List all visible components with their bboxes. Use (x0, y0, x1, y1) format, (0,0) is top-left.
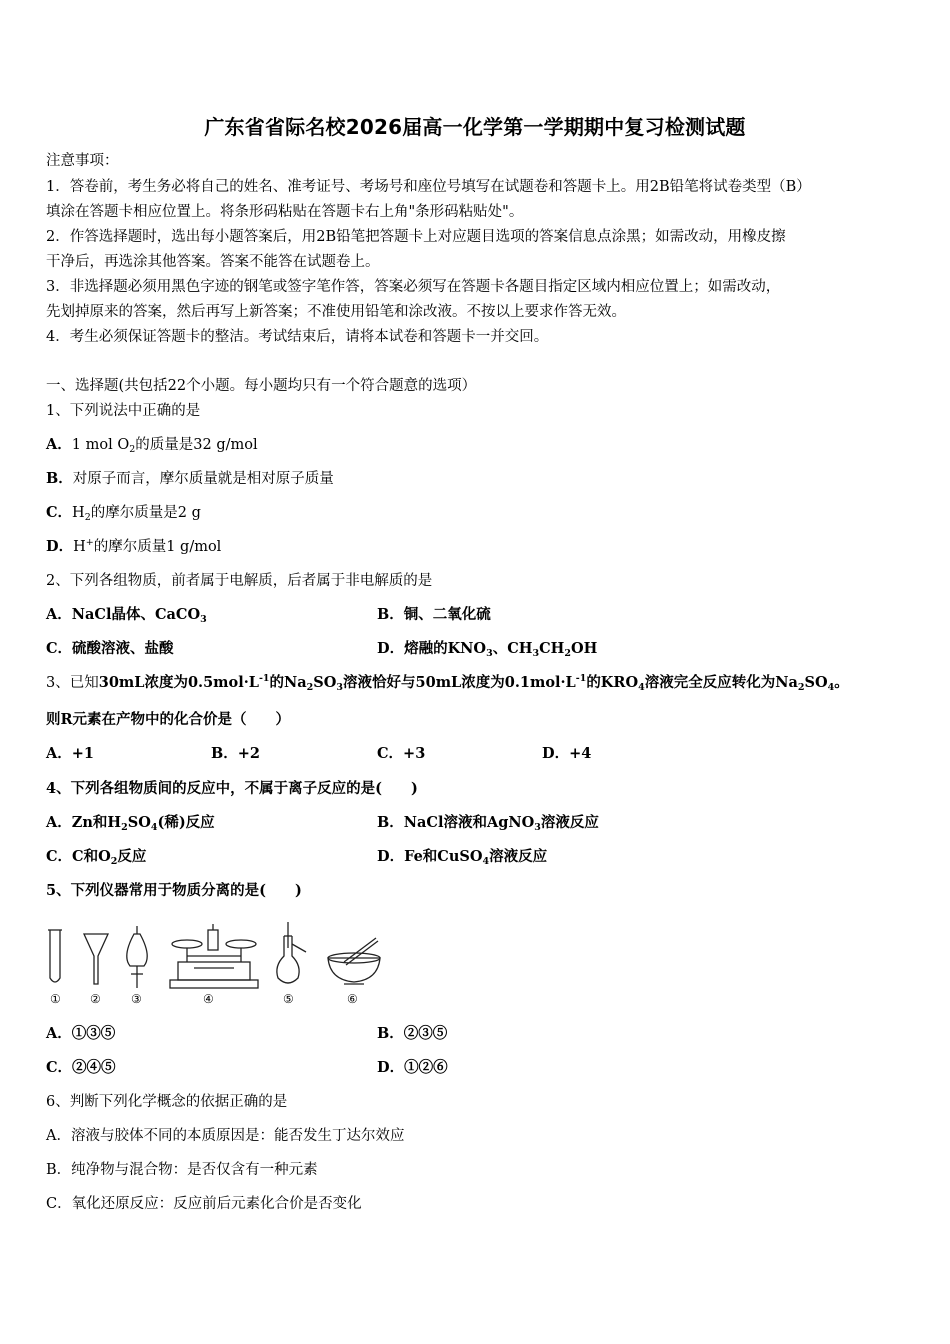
option-text: 熔融的KNO (404, 640, 487, 657)
option-text: 硫酸溶液、盐酸 (72, 640, 174, 657)
option-text: 对原子而言，摩尔质量就是相对原子质量 (72, 471, 334, 487)
stem-text: 溶液完全反应转化为Na (644, 674, 798, 691)
stem-text: 的Na (269, 674, 307, 691)
question-3-stem-2: 则R元素在产物中的化合价是（ ） (46, 711, 291, 728)
option-text: 溶液反应 (540, 814, 599, 831)
q3-option-d: D．+4 (542, 745, 592, 762)
q1-option-b (46, 470, 334, 488)
notice-line: 干净后，再选涂其他答案。答案不能答在试题卷上。 (46, 254, 380, 270)
option-text: 的质量是32 g/mol (135, 437, 258, 453)
subscript: 3 (534, 822, 541, 833)
subscript: 3 (200, 614, 207, 625)
q5-option-c: C．②④⑤ (46, 1059, 116, 1076)
subscript: 2 (84, 512, 91, 523)
question-6-stem: 6、判断下列化学概念的依据正确的是 (46, 1094, 288, 1110)
option-label: B． (377, 814, 404, 831)
subscript: 2 (129, 444, 136, 455)
subscript: 2 (797, 682, 805, 693)
option-text: 、CH (492, 640, 533, 657)
notice-line: 填涂在答题卡相应位置上。将条形码粘贴在答题卡右上角"条形码粘贴处"。 (46, 204, 524, 220)
q2-option-a (46, 606, 207, 624)
q4-option-d (377, 848, 547, 866)
notice-line: 4．考生必须保证答题卡的整洁。考试结束后，请将本试卷和答题卡一并交回。 (46, 329, 549, 345)
q4-option-c (46, 848, 146, 866)
section-heading: 一、选择题(共包括22个小题。每小题均只有一个符合题意的选项） (46, 378, 477, 394)
distillation-flask-icon (277, 922, 306, 983)
option-text: C和O (72, 848, 111, 865)
subscript: 2 (564, 648, 571, 659)
q3-option-b: B．+2 (211, 745, 260, 762)
figure-label: ④ (203, 992, 214, 1006)
q5-option-d: D．①②⑥ (377, 1059, 448, 1076)
q6-option-a: A．溶液与胶体不同的本质原因是：能否发生丁达尔效应 (46, 1128, 405, 1144)
subscript: 3 (532, 648, 540, 659)
q6-option-b: B．纯净物与混合物：是否仅含有一种元素 (46, 1162, 318, 1178)
stem-text: SO (313, 674, 337, 691)
option-label: D． (377, 848, 405, 865)
figure-label: ③ (131, 992, 142, 1006)
notice-line: 3．非选择题必须用黑色字迹的钢笔或签字笔作答，答案必须写在答题卡各题目指定区域内相应位置上；如需改动， (46, 279, 781, 295)
stem-text: 溶液恰好与50mL浓度为0.1mol·L (343, 674, 576, 691)
test-tube-icon (48, 930, 62, 982)
q2-option-d (377, 640, 597, 658)
q4-option-a (46, 814, 215, 832)
subscript: 2 (121, 822, 128, 833)
subscript: 4 (482, 856, 490, 867)
figure-label: ② (90, 992, 101, 1006)
stem-text: 的KRO (586, 674, 639, 691)
option-text: 反应 (117, 848, 147, 865)
subscript: 3 (486, 648, 493, 659)
stem-text: 3、已知 (46, 675, 99, 691)
question-4-stem: 4、下列各组物质间的反应中，不属于离子反应的是( ) (46, 780, 418, 797)
option-label: A． (46, 606, 72, 623)
question-2-stem: 2、下列各组物质，前者属于电解质，后者属于非电解质的是 (46, 573, 433, 589)
option-label: B． (377, 606, 404, 623)
option-label: A． (46, 436, 72, 453)
page-title: 广东省省际名校2026届高一化学第一学期期中复习检测试题 (204, 115, 746, 139)
mortar-pestle-icon (328, 938, 380, 984)
q3-option-c: C．+3 (377, 745, 426, 762)
option-label: C． (46, 504, 73, 521)
option-label: C． (46, 848, 73, 865)
option-text: Zn和H (71, 814, 122, 831)
q2-option-c (46, 640, 174, 658)
q5-option-b: B．②③⑤ (377, 1025, 448, 1042)
option-text: 的摩尔质量是2 g (90, 505, 201, 521)
subscript: 4 (827, 682, 835, 693)
option-label: C． (46, 640, 73, 657)
subscript: 2 (306, 682, 314, 693)
option-label: A． (46, 814, 72, 831)
option-label: B． (46, 470, 73, 487)
figure-label: ① (50, 992, 61, 1006)
question-1-stem: 1、下列说法中正确的是 (46, 403, 201, 419)
notice-heading: 注意事项： (46, 153, 119, 169)
notice-line: 1．答卷前，考生务必将自己的姓名、准考证号、考场号和座位号填写在试题卷和答题卡上。用2B铅笔将试卷类型（B） (46, 179, 811, 195)
option-text: 的摩尔质量1 g/mol (93, 539, 222, 555)
q1-option-a (46, 436, 258, 454)
q2-option-b (377, 606, 491, 624)
q6-option-c: C．氧化还原反应：反应前后元素化合价是否变化 (46, 1196, 362, 1212)
notice-line: 2．作答选择题时，选出每小题答案后，用2B铅笔把答题卡上对应题目选项的答案信息点涂黑；如需改动，用橡皮擦 (46, 229, 786, 245)
notice-line: 先划掉原来的答案，然后再写上新答案；不准使用铅笔和涂改液。不按以上要求作答无效。 (46, 304, 626, 320)
option-label: D． (46, 538, 74, 555)
q1-option-d (46, 538, 221, 556)
stem-text: 。 (834, 674, 849, 691)
figure-label: ⑥ (347, 992, 358, 1006)
superscript: + (85, 537, 94, 548)
q5-option-a: A．①③⑤ (46, 1025, 116, 1042)
option-text: Fe和CuSO (404, 848, 483, 865)
option-text: SO (127, 814, 151, 831)
q1-option-c (46, 504, 201, 522)
q3-option-a: A．+1 (46, 745, 94, 762)
separatory-funnel-icon (127, 926, 147, 988)
option-text: OH (570, 640, 598, 657)
question-5-stem: 5、下列仪器常用于物质分离的是( ) (46, 882, 302, 899)
subscript: 4 (150, 822, 158, 833)
option-text: 1 mol O (71, 437, 130, 453)
option-text: H (73, 539, 86, 555)
superscript: -1 (575, 673, 587, 684)
balance-scale-icon (170, 924, 258, 988)
subscript: 3 (336, 682, 344, 693)
q4-option-b (377, 814, 599, 832)
subscript: 4 (638, 682, 645, 693)
option-text: CH (539, 640, 565, 657)
stem-text: SO (804, 674, 828, 691)
stem-text-bold (99, 674, 849, 691)
funnel-icon (84, 934, 108, 984)
stem-text: 30mL浓度为0.5mol·L (98, 674, 259, 691)
option-text: NaCl溶液和AgNO (403, 814, 535, 831)
option-text: 铜、二氧化硫 (403, 606, 491, 623)
option-text: H (72, 505, 85, 521)
superscript: -1 (258, 673, 270, 684)
question-3-stem (46, 674, 849, 692)
figure-label: ⑤ (283, 992, 294, 1006)
option-text: NaCl晶体、CaCO (71, 606, 201, 623)
option-label: D． (377, 640, 405, 657)
subscript: 2 (110, 856, 118, 867)
option-text: 溶液反应 (489, 848, 548, 865)
option-text: (稀)反应 (157, 814, 215, 831)
